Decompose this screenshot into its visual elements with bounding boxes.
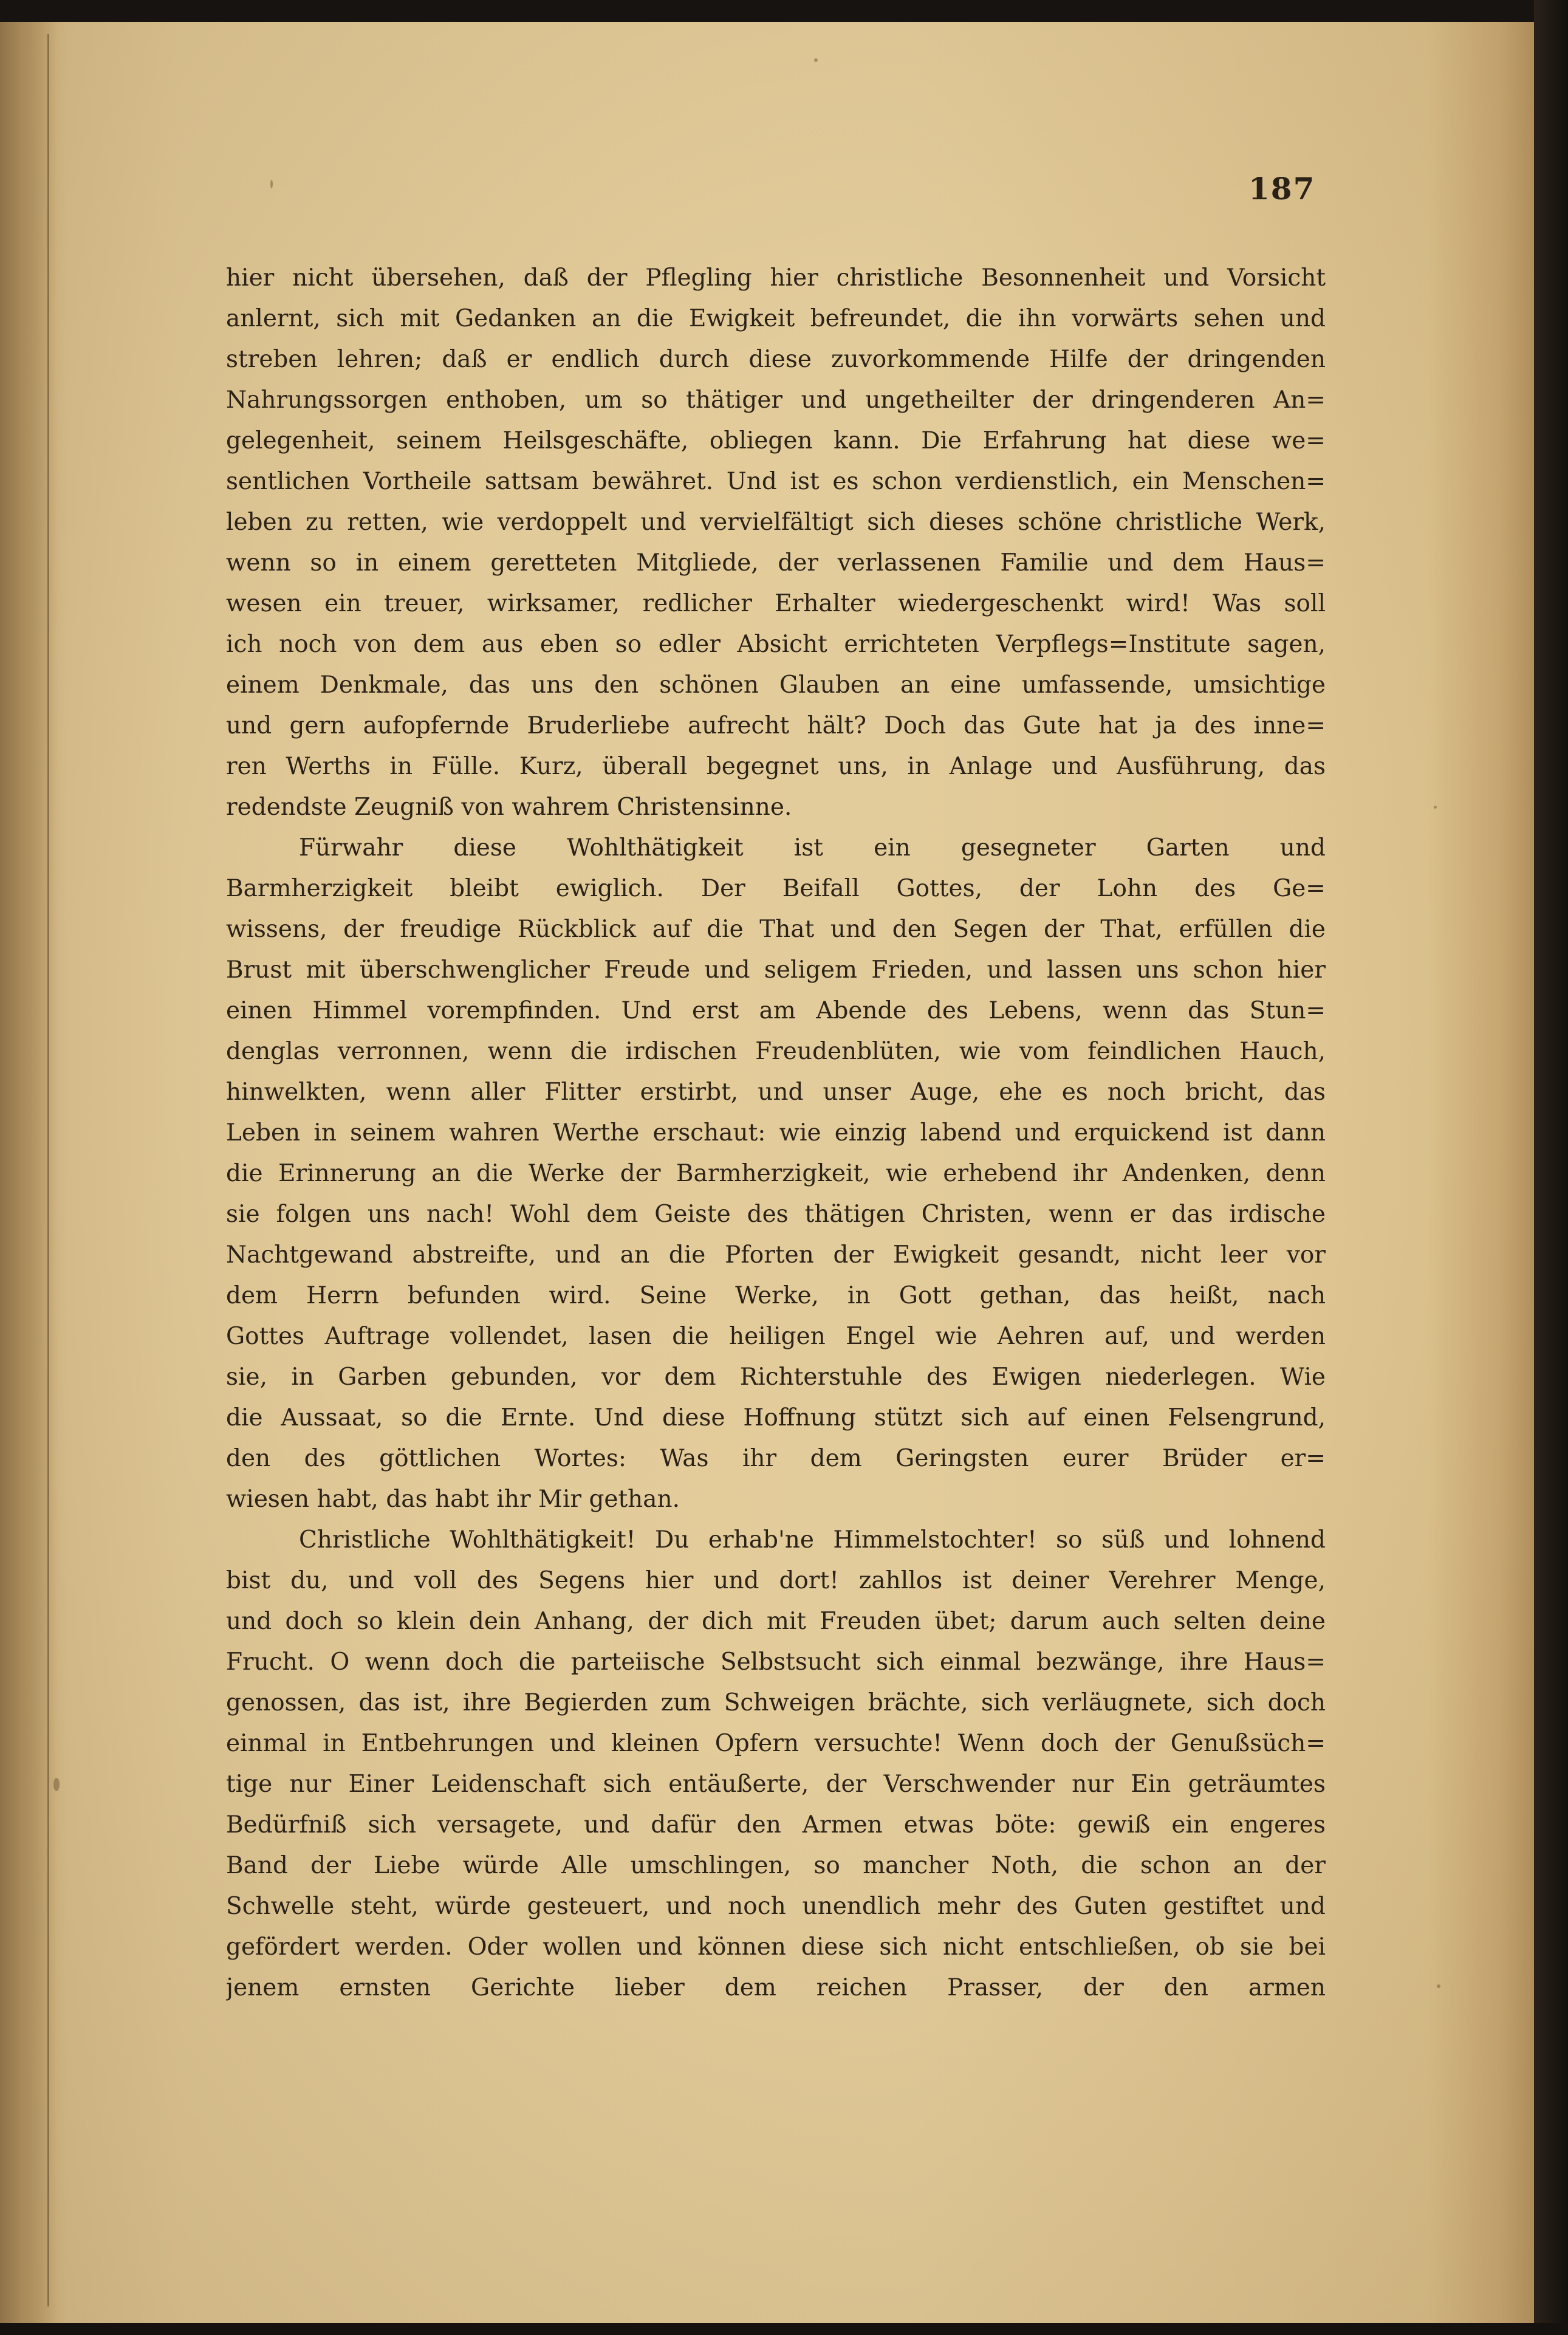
text-line: sentlichen Vortheile sattsam bewähret. Und ist es schon verdienstlich, ein Menschen=	[226, 468, 1326, 495]
paper-speck	[1437, 1984, 1440, 1988]
text-line: Schwelle steht, würde gesteuert, und noch unendlich mehr des Guten gestiftet und	[226, 1893, 1326, 1920]
text-line: sie folgen uns nach! Wohl dem Geiste des thätigen Christen, wenn er das irdische	[226, 1201, 1326, 1228]
text-line: wesen ein treuer, wirksamer, redlicher Erhalter wiedergeschenkt wird! Was soll	[226, 590, 1326, 617]
text-line: sie, in Garben gebunden, vor dem Richterstuhle des Ewigen niederlegen. Wie	[226, 1363, 1326, 1391]
text-line: wiesen habt, das habt ihr Mir gethan.	[226, 1486, 680, 1513]
text-line: Leben in seinem wahren Werthe erschaut: wie einzig labend und erquickend ist dann	[226, 1119, 1326, 1147]
text-line: Frucht. O wenn doch die parteiische Selbstsucht sich einmal bezwänge, ihre Haus=	[226, 1648, 1326, 1676]
scan-border-top	[0, 0, 1568, 22]
text-line: anlernt, sich mit Gedanken an die Ewigkeit befreundet, die ihn vorwärts sehen und	[226, 305, 1326, 332]
text-line: leben zu retten, wie verdoppelt und vervielfältigt sich dieses schöne christliche Werk,	[226, 509, 1326, 536]
text-line: dem Herrn befunden wird. Seine Werke, in Gott gethan, das heißt, nach	[226, 1282, 1326, 1309]
text-line: bist du, und voll des Segens hier und dort! zahllos ist deiner Verehrer Menge,	[226, 1567, 1326, 1594]
text-line: redendste Zeugniß von wahrem Christensinne.	[226, 794, 792, 821]
text-line: hier nicht übersehen, daß der Pflegling hier christliche Besonnenheit und Vorsicht	[226, 264, 1326, 292]
text-line: wenn so in einem geretteten Mitgliede, der verlassenen Familie und dem Haus=	[226, 549, 1326, 577]
scan-border-right	[1534, 0, 1568, 2335]
text-line: die Aussaat, so die Ernte. Und diese Hoffnung stützt sich auf einen Felsengrund,	[226, 1404, 1326, 1432]
text-line: einmal in Entbehrungen und kleinen Opfern versuchte! Wenn doch der Genußsüch=	[226, 1730, 1326, 1757]
text-line: den des göttlichen Wortes: Was ihr dem Geringsten eurer Brüder er=	[226, 1445, 1326, 1472]
text-line: und gern aufopfernde Bruderliebe aufrecht hält? Doch das Gute hat ja des inne=	[226, 712, 1326, 739]
text-line: einem Denkmale, das uns den schönen Glauben an eine umfassende, umsichtige	[226, 671, 1326, 699]
text-line: genossen, das ist, ihre Begierden zum Schweigen brächte, sich verläugnete, sich doch	[226, 1689, 1326, 1716]
text-line: Gottes Auftrage vollendet, lasen die heiligen Engel wie Aehren auf, und werden	[226, 1323, 1326, 1350]
binding-edge	[47, 34, 49, 2306]
page-number: 187	[1248, 171, 1316, 207]
text-line: gefördert werden. Oder wollen und können diese sich nicht entschließen, ob sie bei	[226, 1933, 1326, 1961]
text-line: ren Werths in Fülle. Kurz, überall begegnet uns, in Anlage und Ausführung, das	[226, 753, 1326, 780]
text-line: Bedürfniß sich versagete, und dafür den Armen etwas böte: gewiß ein engeres	[226, 1811, 1326, 1839]
text-line: Nahrungssorgen enthoben, um so thätiger und ungetheilter der dringenderen An=	[226, 386, 1326, 414]
text-line: einen Himmel vorempfinden. Und erst am Abende des Lebens, wenn das Stun=	[226, 997, 1326, 1024]
text-line: Brust mit überschwenglicher Freude und seligem Frieden, und lassen uns schon hier	[226, 956, 1326, 984]
text-line: ich noch von dem aus eben so edler Absicht errichteten Verpflegs=Institute sagen,	[226, 631, 1326, 658]
scan-border-bottom	[0, 2323, 1568, 2335]
body-text	[226, 258, 1326, 2008]
text-line: streben lehren; daß er endlich durch diese zuvorkommende Hilfe der dringenden	[226, 346, 1326, 373]
text-line: Barmherzigkeit bleibt ewiglich. Der Beifall Gottes, der Lohn des Ge=	[226, 875, 1326, 902]
text-line: die Erinnerung an die Werke der Barmherzigkeit, wie erhebend ihr Andenken, denn	[226, 1160, 1326, 1187]
text-line: Christliche Wohlthätigkeit! Du erhab'ne Himmelstochter! so süß und lohnend	[299, 1526, 1326, 1554]
paper-speck	[1434, 806, 1437, 809]
paper-speck	[814, 58, 818, 62]
text-line: jenem ernsten Gerichte lieber dem reichen Prasser, der den armen	[226, 1974, 1326, 2001]
text-line: denglas verronnen, wenn die irdischen Freudenblüten, wie vom feindlichen Hauch,	[226, 1038, 1326, 1065]
text-line: Nachtgewand abstreifte, und an die Pforten der Ewigkeit gesandt, nicht leer vor	[226, 1241, 1326, 1269]
paper-speck	[270, 180, 273, 188]
paper-speck	[53, 1778, 60, 1791]
book-page	[0, 22, 1534, 2323]
text-line: und doch so klein dein Anhang, der dich mit Freuden übet; darum auch selten deine	[226, 1608, 1326, 1635]
text-line: Fürwahr diese Wohlthätigkeit ist ein gesegneter Garten und	[299, 834, 1326, 862]
text-line: Band der Liebe würde Alle umschlingen, so mancher Noth, die schon an der	[226, 1852, 1326, 1879]
text-line: wissens, der freudige Rückblick auf die That und den Segen der That, erfüllen die	[226, 916, 1326, 943]
text-line: tige nur Einer Leidenschaft sich entäußerte, der Verschwender nur Ein geträumtes	[226, 1771, 1326, 1798]
text-line: hinwelkten, wenn aller Flitter erstirbt, und unser Auge, ehe es noch bricht, das	[226, 1078, 1326, 1106]
text-line: gelegenheit, seinem Heilsgeschäfte, obliegen kann. Die Erfahrung hat diese we=	[226, 427, 1326, 454]
